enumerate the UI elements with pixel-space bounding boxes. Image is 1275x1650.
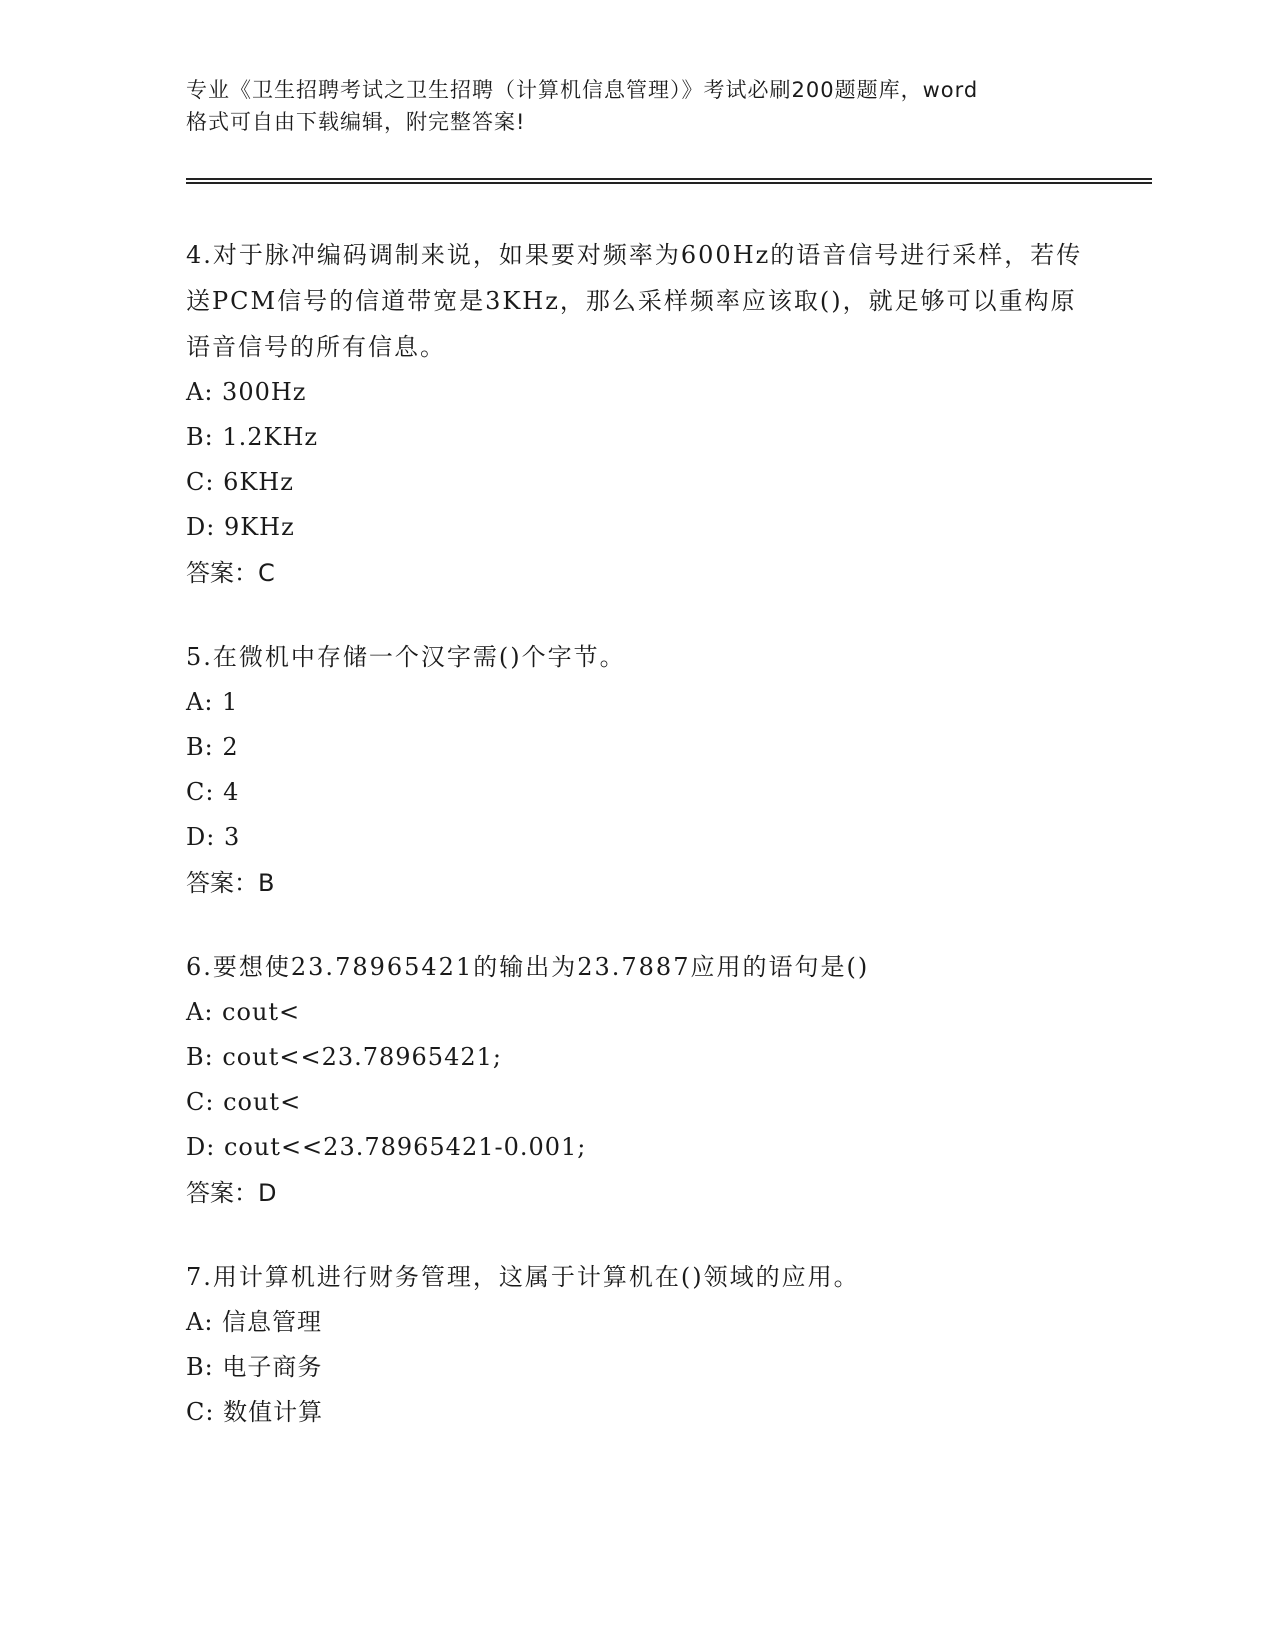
question-stem: 4.对于脉冲编码调制来说，如果要对频率为600Hz的语音信号进行采样，若传送PCM信号的信道带宽是3KHz，那么采样频率应该取()，就足够可以重构原语音信号的所有信息。 — [186, 241, 1083, 361]
question-list — [186, 232, 1086, 1473]
header-divider — [186, 178, 1152, 184]
option-a: A: 300Hz — [186, 378, 307, 406]
answer-line: 答案：B — [186, 869, 275, 897]
answer-line: 答案：C — [186, 559, 275, 587]
option-b: B: cout<<23.78965421; — [186, 1043, 502, 1071]
option-b: B: 电子商务 — [186, 1353, 323, 1381]
question-5 — [186, 634, 1086, 906]
option-a: A: cout< — [186, 998, 301, 1026]
option-b: B: 2 — [186, 733, 239, 761]
option-c: C: 4 — [186, 778, 240, 806]
header-title-line-2: 格式可自由下载编辑，附完整答案! — [186, 110, 526, 134]
question-stem: 5.在微机中存储一个汉字需()个字节。 — [186, 643, 626, 671]
header-title-line-1: 专业《卫生招聘考试之卫生招聘（计算机信息管理）》考试必刷200题题库，word — [186, 78, 979, 102]
question-stem: 6.要想使23.78965421的输出为23.7887应用的语句是() — [186, 953, 870, 981]
option-d: D: 9KHz — [186, 513, 295, 541]
answer-line: 答案：D — [186, 1179, 277, 1207]
option-d: D: 3 — [186, 823, 241, 851]
option-a: A: 信息管理 — [186, 1308, 323, 1336]
document-header — [186, 74, 1086, 138]
option-c: C: 数值计算 — [186, 1398, 324, 1426]
question-7 — [186, 1254, 1086, 1435]
question-4 — [186, 232, 1086, 596]
option-c: C: cout< — [186, 1088, 302, 1116]
option-c: C: 6KHz — [186, 468, 294, 496]
option-b: B: 1.2KHz — [186, 423, 319, 451]
question-stem: 7.用计算机进行财务管理，这属于计算机在()领域的应用。 — [186, 1263, 860, 1291]
option-a: A: 1 — [186, 688, 239, 716]
question-6 — [186, 944, 1086, 1216]
option-d: D: cout<<23.78965421-0.001; — [186, 1133, 587, 1161]
